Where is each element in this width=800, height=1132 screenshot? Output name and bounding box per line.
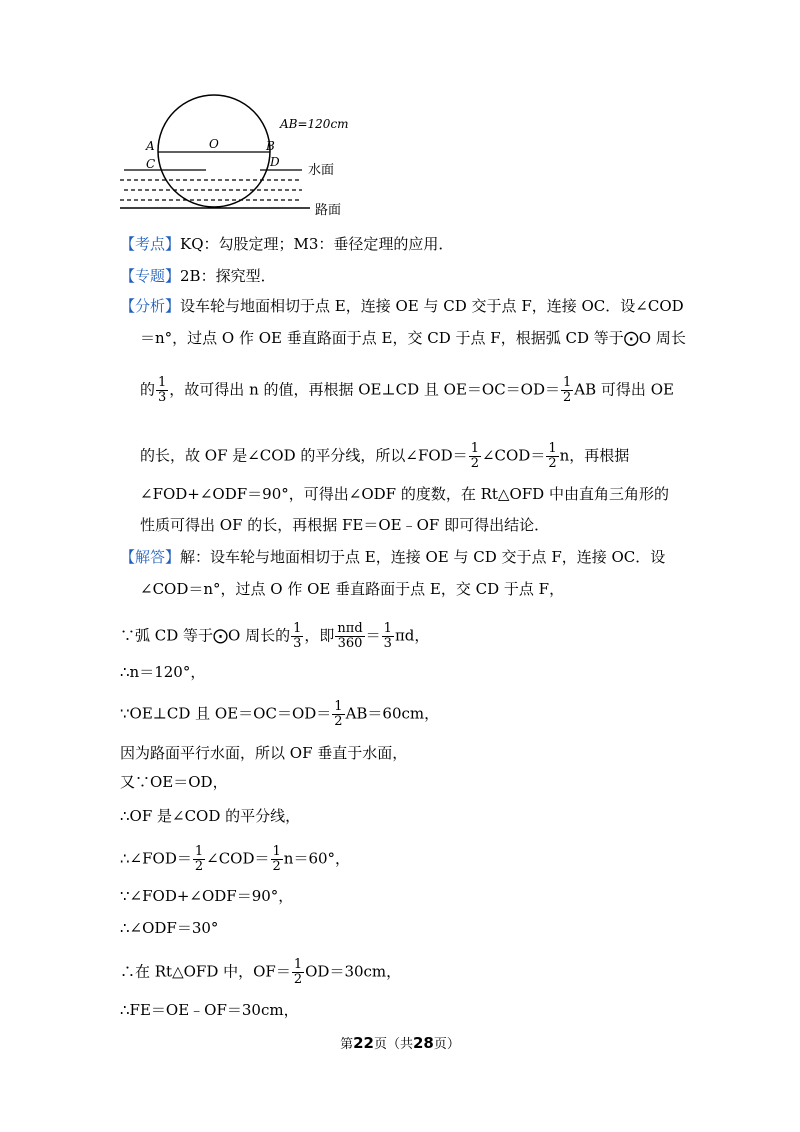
kaodian-tag: 【考点】 [120,235,181,253]
zhuanti-line [120,266,276,286]
wheel-water-road-figure [110,92,370,222]
fenxi-line-1 [120,296,684,316]
label-o: O [209,137,219,151]
step-1a: ∵弧 CD 等于⨀O 周长的 [120,626,291,645]
fenxi-3a: 的 [140,380,156,399]
step-1 [120,622,429,651]
fenxi-line-3 [140,376,674,405]
step-3a: ∵OE⊥CD 且 OE＝OC＝OD＝ [120,704,332,723]
fraction: $\frac{1}{2}$ [272,844,281,874]
fenxi-3c: AB 可得出 OE [574,380,674,399]
jieda-tag: 【解答】 [120,548,181,566]
step-5: 又∵OE＝OD， [120,773,228,791]
step-10a: ∴在 Rt△OFD 中，OF＝ [120,962,291,981]
step-1c: ＝ [365,626,381,645]
fenxi-4a: 的长，故 OF 是∠COD 的平分线，所以∠FOD＝ [140,446,468,465]
fraction: $\frac{1}{2}$ [470,441,479,471]
water-label: 水面 [308,163,335,178]
fraction: $\frac{1}{3}$ [293,621,302,651]
step-3b: AB＝60cm， [345,704,440,723]
fenxi-line-2: ＝n°，过点 O 作 OE 垂直路面于点 E，交 CD 于点 F，根据弧 CD 等于⨀O 周长 [140,329,686,347]
fenxi-text-1: 设车轮与地面相切于点 E，连接 OE 与 CD 交于点 F，连接 OC．设∠COD [180,297,684,315]
fenxi-line-4 [140,442,629,471]
kaodian-line [120,234,453,254]
step-7c: n＝60°， [283,849,351,868]
fenxi-line-6: 性质可得出 OF 的长，再根据 FE＝OE﹣OF 即可得出结论． [140,516,550,534]
fraction: $\frac{\text{nπd}}{360}$ [337,621,363,651]
fraction: $\frac{1}{3}$ [383,621,392,651]
zhuanti-text: 2B：探究型． [180,267,276,285]
step-10b: OD＝30cm， [305,962,402,981]
label-b: B [266,139,275,153]
page-footer [0,1033,800,1052]
ab-length: AB=120cm [280,117,349,131]
step-1d: πd， [394,626,430,645]
step-9: ∴∠ODF＝30° [120,919,219,937]
fraction: $\frac{1}{3}$ [158,375,167,405]
footer-pre: 第 [340,1037,354,1052]
step-7 [120,845,350,874]
fenxi-tag: 【分析】 [120,297,181,315]
step-2: ∴n＝120°， [120,663,206,681]
fenxi-3b: ，故可得出 n 的值，再根据 OE⊥CD 且 OE＝OC＝OD＝ [169,380,561,399]
label-a: A [146,139,155,153]
fenxi-line-5: ∠FOD+∠ODF＝90°，可得出∠ODF 的度数，在 Rt△OFD 中由直角三角形的 [140,485,669,503]
step-7b: ∠COD＝ [206,849,270,868]
jieda-text-1: 解：设车轮与地面相切于点 E，连接 OE 与 CD 交于点 F，连接 OC．设 [180,548,666,566]
fraction: $\frac{1}{2}$ [563,375,572,405]
step-8: ∵∠FOD+∠ODF＝90°， [120,887,294,905]
fraction: $\frac{1}{2}$ [194,844,204,874]
fenxi-4c: n，再根据 [559,446,630,465]
fraction: $\frac{1}{2}$ [548,441,557,471]
page-number: 22 [353,1034,374,1052]
step-10 [120,958,401,987]
jieda-line-1 [120,547,665,567]
footer-post: 页） [433,1037,460,1052]
step-11: ∴FE＝OE﹣OF＝30cm， [120,1001,299,1019]
step-1b: ，即 [304,626,335,645]
step-7a: ∴∠FOD＝ [120,849,192,868]
label-d: D [270,155,280,169]
fraction: $\frac{1}{2}$ [334,699,343,729]
step-4: 因为路面平行水面，所以 OF 垂直于水面， [120,744,408,762]
jieda-line-2: ∠COD＝n°，过点 O 作 OE 垂直路面于点 E，交 CD 于点 F， [140,580,565,598]
label-c: C [146,157,156,171]
road-label: 路面 [315,203,342,218]
fenxi-4b: ∠COD＝ [481,446,546,465]
footer-mid: 页（共 [373,1037,413,1052]
step-3 [120,700,439,729]
page-total: 28 [413,1034,434,1052]
zhuanti-tag: 【专题】 [120,267,181,285]
step-6: ∴OF 是∠COD 的平分线， [120,807,301,825]
kaodian-text: KQ：勾股定理；M3：垂径定理的应用． [180,235,454,253]
fraction: $\frac{1}{2}$ [293,957,303,987]
